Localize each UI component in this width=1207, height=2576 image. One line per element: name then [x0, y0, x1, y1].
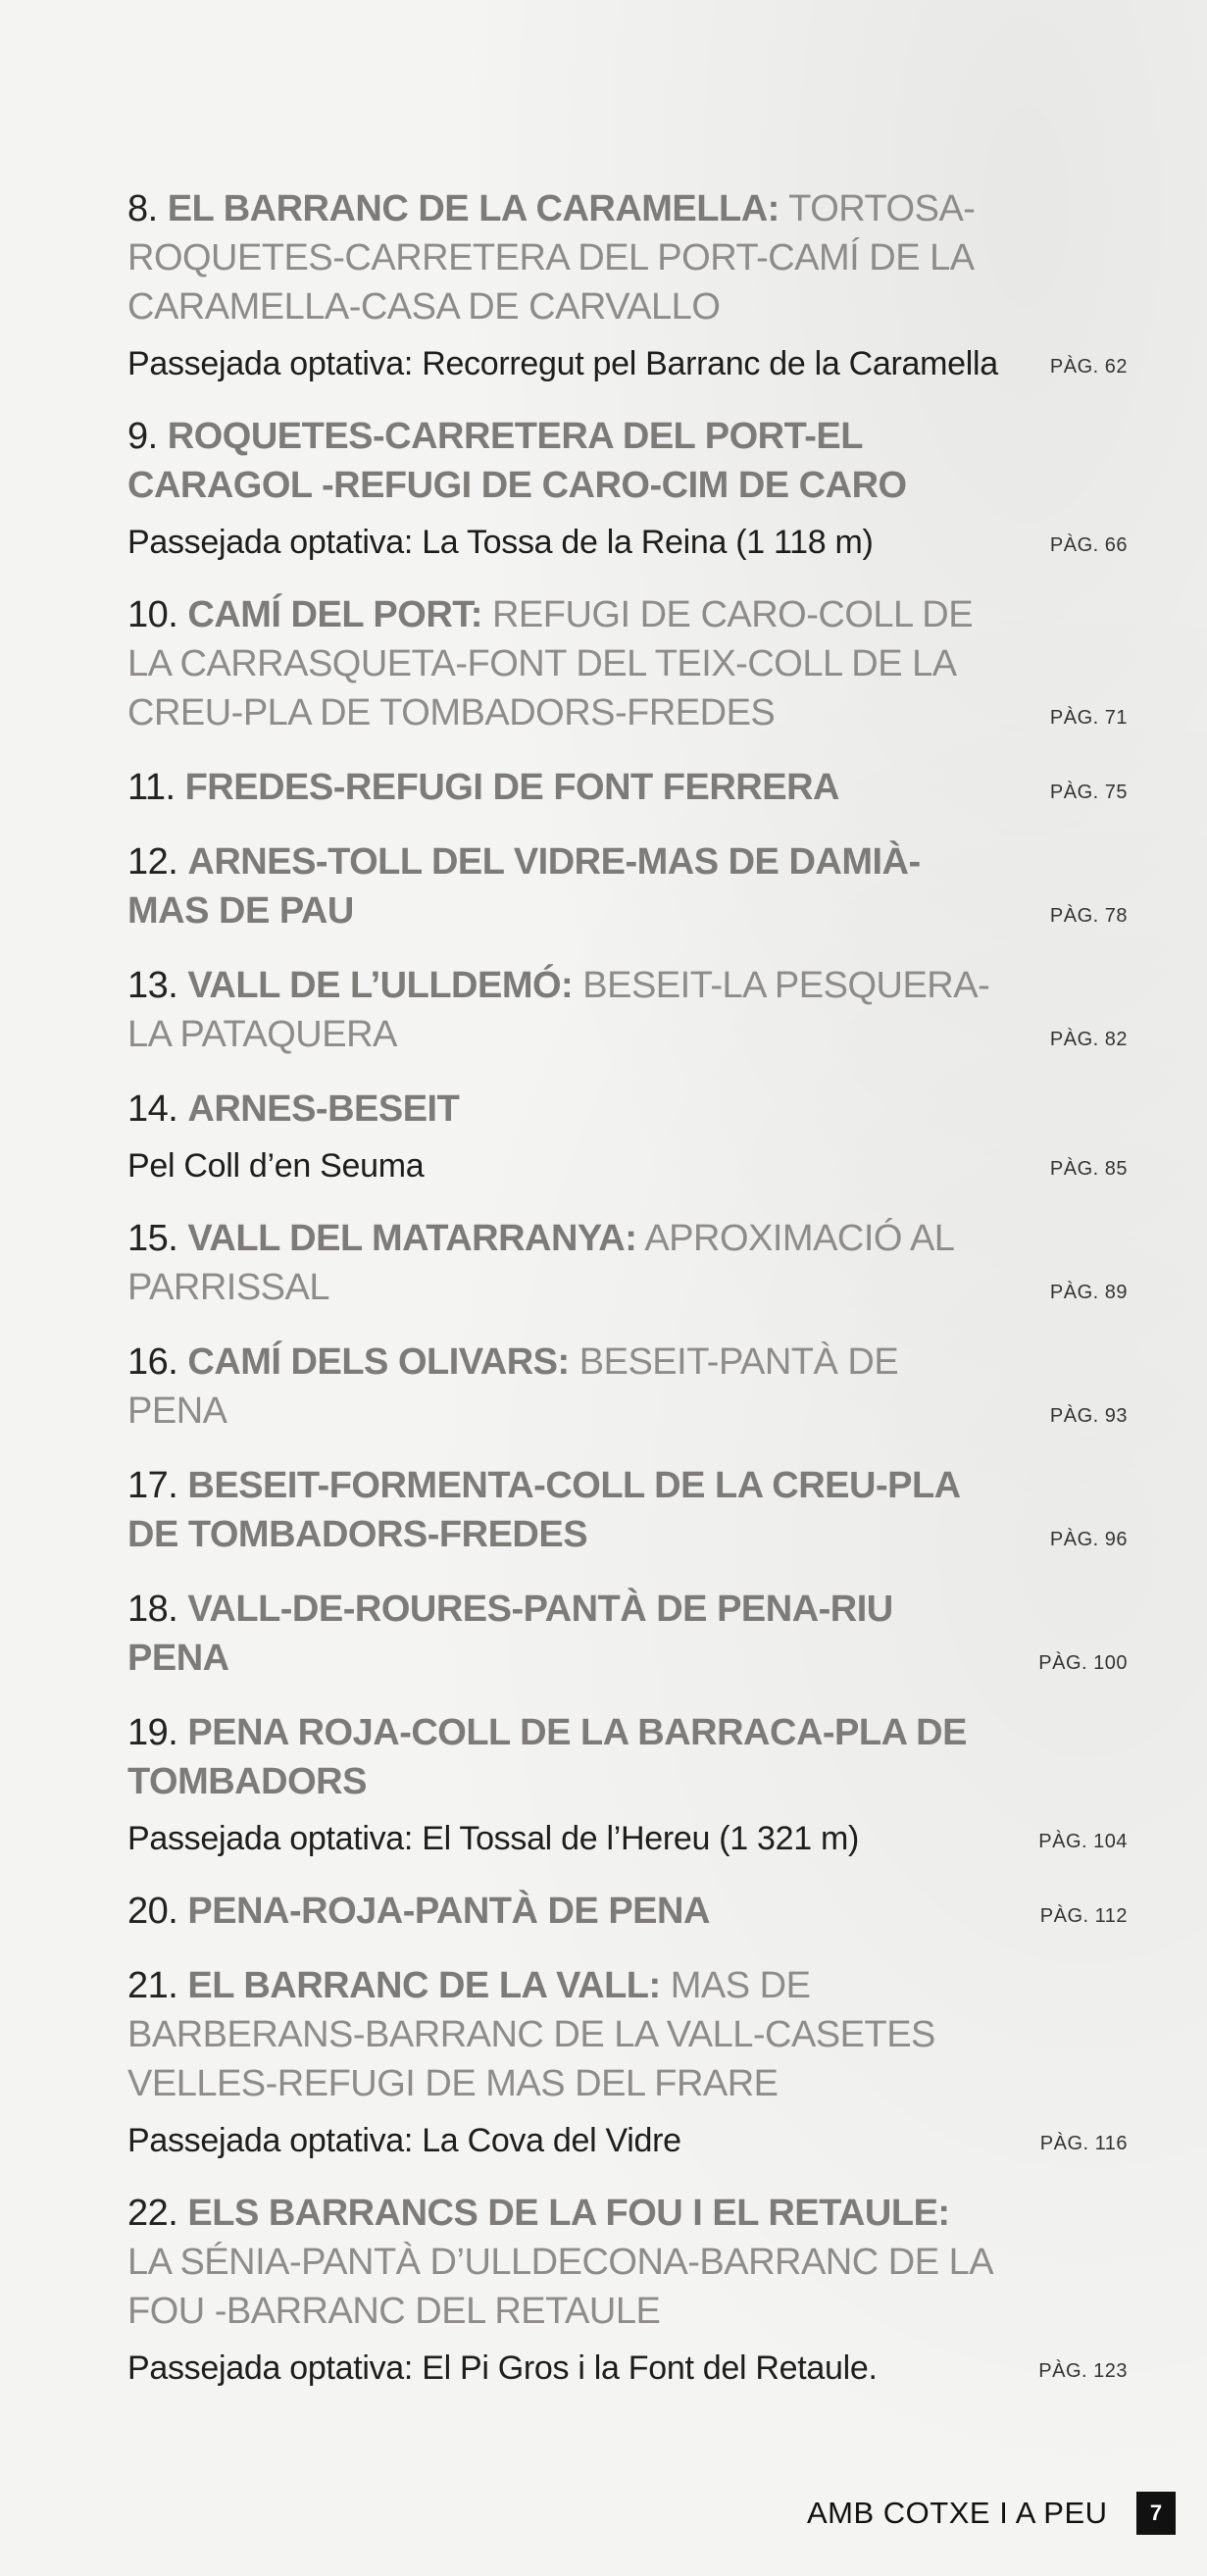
- entry-optional-walk: Passejada optativa: El Pi Gros i la Font del Retaule.: [127, 2349, 878, 2387]
- entry-page-ref: PÀG. 104: [1038, 1831, 1128, 1852]
- entry-number: 10.: [127, 594, 178, 635]
- entry-route-name: ARNES-TOLL DEL VIDRE-MAS DE DAMIÀ-MAS DE PAU: [127, 841, 921, 932]
- footer-title: AMB COTXE I A PEU: [807, 2496, 1108, 2530]
- entry-page-ref: PÀG. 100: [1038, 1652, 1128, 1674]
- entry-route-name: ELS BARRANCS DE LA FOU I EL RETAULE:: [187, 2193, 950, 2234]
- entry-number: 12.: [127, 841, 178, 883]
- entry-route-name: ARNES-BESEIT: [187, 1088, 460, 1130]
- entry-title: [127, 1961, 1128, 2108]
- toc-entry[interactable]: [127, 1961, 1128, 2163]
- entry-title: [127, 184, 1128, 331]
- toc-entry[interactable]: [127, 590, 1128, 737]
- entry-route-name: VALL DE L’ULLDEMÓ:: [187, 965, 574, 1006]
- entry-route-detail: TORTOSA-ROQUETES-CARRETERA DEL PORT-CAMÍ DE LA CARAMELLA-CASA DE CARVALLO: [127, 188, 976, 328]
- entry-page-ref: PÀG. 123: [1038, 2360, 1128, 2382]
- entry-page-ref: PÀG. 66: [1049, 534, 1128, 556]
- entry-number: 19.: [127, 1712, 178, 1753]
- entry-title: [127, 1085, 1128, 1134]
- toc-entry[interactable]: [127, 961, 1128, 1059]
- entry-route-name: EL BARRANC DE LA VALL:: [187, 1965, 661, 2006]
- toc-entry[interactable]: [127, 1461, 1128, 1559]
- entry-route-name: VALL DEL MATARRANYA:: [187, 1218, 637, 1259]
- entry-page-ref: PÀG. 112: [1039, 1905, 1128, 1927]
- entry-route-name: PENA ROJA-COLL DE LA BARRACA-PLA DE TOMBADORS: [127, 1712, 967, 1802]
- entry-route-name: PENA-ROJA-PANTÀ DE PENA: [187, 1891, 710, 1932]
- entry-page-ref: PÀG. 96: [1049, 1529, 1128, 1550]
- entry-optional-walk: Passejada optativa: La Cova del Vidre: [127, 2122, 681, 2159]
- entry-route-name: VALL-DE-ROURES-PANTÀ DE PENA-RIU PENA: [127, 1589, 893, 1679]
- entry-title: [127, 1585, 1128, 1683]
- entry-number: 11.: [127, 767, 176, 808]
- entry-route-name: CAMÍ DELS OLIVARS:: [187, 1341, 570, 1383]
- entry-route-name: CAMÍ DEL PORT:: [187, 594, 482, 635]
- entry-route-detail: BESEIT-PANTÀ DE PENA: [127, 1341, 899, 1432]
- entry-page-ref: PÀG. 82: [1049, 1029, 1128, 1050]
- entry-number: 8.: [127, 188, 158, 229]
- toc-entry[interactable]: [127, 1887, 1128, 1936]
- entry-number: 17.: [127, 1465, 178, 1506]
- entry-title: [127, 590, 1128, 737]
- page-number: 7: [1136, 2492, 1176, 2535]
- entry-number: 21.: [127, 1965, 178, 2006]
- entry-route-detail: APROXIMACIÓ AL PARRISSAL: [127, 1218, 954, 1308]
- entry-page-ref: PÀG. 71: [1049, 707, 1128, 729]
- entry-route-name: FREDES-REFUGI DE FONT FERRERA: [184, 767, 839, 808]
- toc-entry[interactable]: [127, 1585, 1128, 1683]
- entry-page-ref: PÀG. 78: [1049, 905, 1128, 927]
- entry-optional-walk: Passejada optativa: El Tossal de l’Hereu (1 321 m): [127, 1820, 859, 1857]
- entry-optional-walk: Pel Coll d’en Seuma: [127, 1147, 425, 1185]
- entry-number: 20.: [127, 1891, 178, 1932]
- entry-page-ref: PÀG. 116: [1039, 2133, 1128, 2154]
- entry-page-ref: PÀG. 62: [1049, 356, 1128, 378]
- toc-entry[interactable]: [127, 837, 1128, 935]
- entry-title: [127, 412, 1128, 510]
- entry-route-detail: MAS DE BARBERANS-BARRANC DE LA VALL-CASETES VELLES-REFUGI DE MAS DEL FRARE: [127, 1965, 935, 2104]
- entry-route-detail: LA SÉNIA-PANTÀ D’ULLDECONA-BARRANC DE LA FOU -BARRANC DEL RETAULE: [127, 2242, 991, 2332]
- entry-page-ref: PÀG. 85: [1049, 1158, 1128, 1180]
- toc-entry[interactable]: [127, 1708, 1128, 1861]
- entry-title: [127, 1708, 1128, 1806]
- entry-title: [127, 1214, 1128, 1312]
- entry-optional-walk: Passejada optativa: Recorregut pel Barranc de la Caramella: [127, 345, 998, 382]
- page-footer: [807, 2496, 1180, 2545]
- entry-number: 16.: [127, 1341, 178, 1383]
- entry-number: 14.: [127, 1088, 178, 1130]
- entry-title: [127, 961, 1128, 1059]
- entry-title: [127, 763, 1128, 812]
- entry-number: 22.: [127, 2193, 178, 2234]
- toc-entry[interactable]: [127, 1214, 1128, 1312]
- entry-title: [127, 837, 1128, 935]
- entry-title: [127, 2189, 1128, 2336]
- entry-optional-walk: Passejada optativa: La Tossa de la Reina (1 118 m): [127, 524, 874, 561]
- toc-entry[interactable]: [127, 763, 1128, 812]
- entry-page-ref: PÀG. 75: [1049, 782, 1128, 803]
- entry-title: [127, 1887, 1128, 1936]
- toc-entry[interactable]: [127, 1085, 1128, 1188]
- entry-number: 15.: [127, 1218, 178, 1259]
- entry-page-ref: PÀG. 89: [1049, 1282, 1128, 1303]
- toc-entry[interactable]: [127, 2189, 1128, 2391]
- toc-entry[interactable]: [127, 184, 1128, 386]
- entry-route-name: ROQUETES-CARRETERA DEL PORT-EL CARAGOL -REFUGI DE CARO-CIM DE CARO: [127, 416, 907, 506]
- entry-route-name: EL BARRANC DE LA CARAMELLA:: [167, 188, 780, 229]
- toc-entry[interactable]: [127, 1338, 1128, 1436]
- entry-route-detail: BESEIT-LA PESQUERA-LA PATAQUERA: [127, 965, 990, 1055]
- table-of-contents: [127, 184, 1128, 2416]
- toc-entry[interactable]: [127, 412, 1128, 565]
- entry-number: 18.: [127, 1589, 178, 1630]
- entry-number: 13.: [127, 965, 178, 1006]
- entry-page-ref: PÀG. 93: [1049, 1405, 1128, 1427]
- entry-route-name: BESEIT-FORMENTA-COLL DE LA CREU-PLA DE TOMBADORS-FREDES: [127, 1465, 960, 1555]
- entry-title: [127, 1338, 1128, 1436]
- entry-title: [127, 1461, 1128, 1559]
- entry-number: 9.: [127, 416, 158, 457]
- entry-route-detail: REFUGI DE CARO-COLL DE LA CARRASQUETA-FONT DEL TEIX-COLL DE LA CREU-PLA DE TOMBADORS-FREDES: [127, 594, 974, 733]
